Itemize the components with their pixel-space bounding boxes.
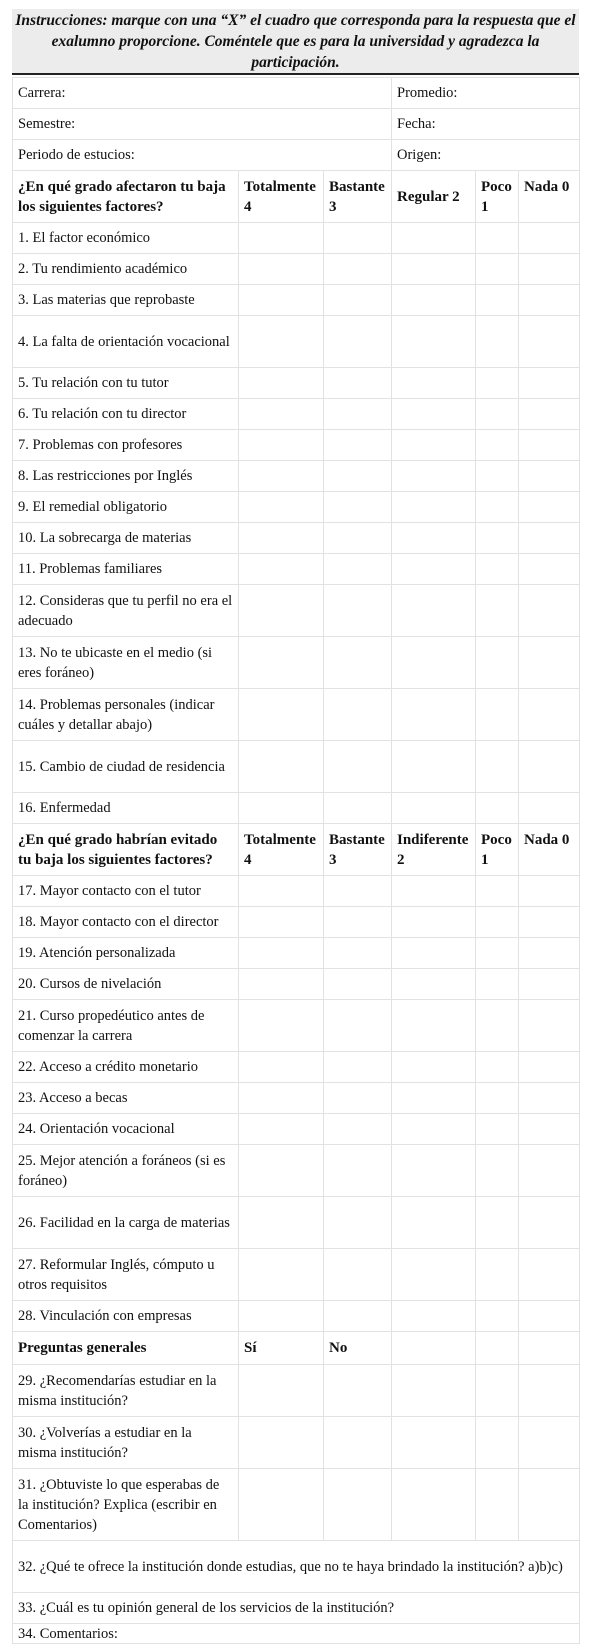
question-label: 9. El remedial obligatorio <box>13 492 239 523</box>
question-label: 4. La falta de orientación vocacional <box>13 316 239 368</box>
answer-cell[interactable] <box>239 1114 324 1145</box>
answer-cell[interactable] <box>519 1052 580 1083</box>
answer-cell[interactable] <box>519 1083 580 1114</box>
answer-cell[interactable] <box>519 637 580 689</box>
answer-cell[interactable] <box>239 1469 324 1541</box>
answer-cell[interactable] <box>324 741 392 793</box>
question-label: 13. No te ubicaste en el medio (si eres foráneo) <box>13 637 239 689</box>
question-label: 14. Problemas personales (indicar cuáles y detallar abajo) <box>13 689 239 741</box>
question-label: 26. Facilidad en la carga de materias <box>13 1197 239 1249</box>
answer-cell[interactable] <box>519 741 580 793</box>
answer-cell[interactable] <box>519 1114 580 1145</box>
question-row <box>13 637 580 689</box>
answer-cell[interactable] <box>239 876 324 907</box>
answer-cell[interactable] <box>239 492 324 523</box>
question-label: 18. Mayor contacto con el director <box>13 907 239 938</box>
answer-cell[interactable] <box>476 585 519 637</box>
answer-cell[interactable] <box>519 585 580 637</box>
question-row <box>13 1624 580 1644</box>
answer-cell[interactable] <box>324 969 392 1000</box>
section2-question: ¿En qué grado habrían evitado tu baja los siguientes factores? <box>13 824 239 876</box>
question-row <box>13 1114 580 1145</box>
question-row <box>13 876 580 907</box>
answer-cell[interactable] <box>476 223 519 254</box>
yes-header: Sí <box>239 1332 324 1365</box>
section1-question: ¿En qué grado afectaron tu baja los siguientes factores? <box>13 171 239 223</box>
question-label: 19. Atención personalizada <box>13 938 239 969</box>
answer-cell[interactable] <box>324 689 392 741</box>
empty-cell <box>519 1417 580 1469</box>
answer-cell[interactable] <box>239 637 324 689</box>
answer-cell[interactable] <box>392 461 476 492</box>
question-row <box>13 969 580 1000</box>
col-header: Poco 1 <box>476 824 519 876</box>
answer-cell[interactable] <box>476 1000 519 1052</box>
answer-cell[interactable] <box>324 1417 392 1469</box>
answer-cell[interactable] <box>392 430 476 461</box>
question-row <box>13 461 580 492</box>
answer-cell[interactable] <box>239 969 324 1000</box>
semestre-field[interactable]: Semestre: <box>13 109 392 140</box>
answer-cell[interactable] <box>324 554 392 585</box>
question-row <box>13 368 580 399</box>
question-row <box>13 399 580 430</box>
answer-cell[interactable] <box>392 689 476 741</box>
answer-cell[interactable] <box>324 461 392 492</box>
answer-cell[interactable] <box>392 1000 476 1052</box>
question-row <box>13 430 580 461</box>
answer-cell[interactable] <box>239 938 324 969</box>
col-header: Totalmente 4 <box>239 171 324 223</box>
question-label: 5. Tu relación con tu tutor <box>13 368 239 399</box>
answer-cell[interactable] <box>324 793 392 824</box>
question-label: 22. Acceso a crédito monetario <box>13 1052 239 1083</box>
fecha-field[interactable]: Fecha: <box>392 109 580 140</box>
question-row <box>13 938 580 969</box>
answer-cell[interactable] <box>476 969 519 1000</box>
question-label: 20. Cursos de nivelación <box>13 969 239 1000</box>
question-label: 29. ¿Recomendarías estudiar en la misma institución? <box>13 1365 239 1417</box>
answer-cell[interactable] <box>392 938 476 969</box>
answer-cell[interactable] <box>519 1197 580 1249</box>
answer-cell[interactable] <box>519 523 580 554</box>
answer-cell[interactable] <box>324 938 392 969</box>
question-label: 10. La sobrecarga de materias <box>13 523 239 554</box>
question-row <box>13 285 580 316</box>
answer-cell[interactable] <box>476 938 519 969</box>
answer-cell[interactable] <box>392 1249 476 1301</box>
answer-cell[interactable] <box>239 1052 324 1083</box>
answer-cell[interactable] <box>476 492 519 523</box>
question-label: 6. Tu relación con tu director <box>13 399 239 430</box>
answer-cell[interactable] <box>476 399 519 430</box>
answer-cell[interactable] <box>519 492 580 523</box>
question-label: 23. Acceso a becas <box>13 1083 239 1114</box>
question-label: 30. ¿Volverías a estudiar en la misma institución? <box>13 1417 239 1469</box>
section2-header <box>13 824 580 876</box>
answer-cell[interactable] <box>324 1197 392 1249</box>
answer-cell[interactable] <box>324 1301 392 1332</box>
answer-cell[interactable] <box>519 1249 580 1301</box>
answer-cell[interactable] <box>519 969 580 1000</box>
answer-cell[interactable] <box>476 254 519 285</box>
answer-cell[interactable] <box>519 907 580 938</box>
answer-cell[interactable] <box>476 368 519 399</box>
answer-cell[interactable] <box>239 1301 324 1332</box>
answer-cell[interactable] <box>476 1083 519 1114</box>
empty-cell <box>392 1469 476 1541</box>
question-label: 17. Mayor contacto con el tutor <box>13 876 239 907</box>
answer-cell[interactable] <box>519 1000 580 1052</box>
question-row <box>13 523 580 554</box>
answer-cell[interactable] <box>476 285 519 316</box>
question-row <box>13 1197 580 1249</box>
question-label: 8. Las restricciones por Inglés <box>13 461 239 492</box>
answer-cell[interactable] <box>476 793 519 824</box>
empty-cell <box>519 1469 580 1541</box>
question-label: 2. Tu rendimiento académico <box>13 254 239 285</box>
answer-cell[interactable] <box>239 793 324 824</box>
question-label: 11. Problemas familiares <box>13 554 239 585</box>
answer-cell[interactable] <box>519 368 580 399</box>
question-label: 7. Problemas con profesores <box>13 430 239 461</box>
answer-cell[interactable] <box>519 461 580 492</box>
answer-cell[interactable] <box>519 254 580 285</box>
question-label: 15. Cambio de ciudad de residencia <box>13 741 239 793</box>
no-header: No <box>324 1332 392 1365</box>
answer-cell[interactable] <box>324 1000 392 1052</box>
question-row <box>13 585 580 637</box>
col-header: Poco 1 <box>476 171 519 223</box>
answer-cell[interactable] <box>239 223 324 254</box>
answer-cell[interactable] <box>324 637 392 689</box>
section1-header <box>13 171 580 223</box>
question-label: 16. Enfermedad <box>13 793 239 824</box>
answer-cell[interactable] <box>476 316 519 368</box>
answer-cell[interactable] <box>392 1197 476 1249</box>
answer-cell[interactable] <box>392 876 476 907</box>
answer-cell[interactable] <box>239 689 324 741</box>
question-label: 1. El factor económico <box>13 223 239 254</box>
question-row <box>13 1541 580 1593</box>
answer-cell[interactable] <box>392 1145 476 1197</box>
question-label: 27. Reformular Inglés, cómputo u otros requisitos <box>13 1249 239 1301</box>
col-header: Indiferente 2 <box>392 824 476 876</box>
empty-cell <box>519 1365 580 1417</box>
answer-cell[interactable] <box>239 1197 324 1249</box>
question-label: 28. Vinculación con empresas <box>13 1301 239 1332</box>
empty-cell <box>476 1417 519 1469</box>
answer-cell[interactable] <box>239 1417 324 1469</box>
question-row <box>13 907 580 938</box>
answer-cell[interactable] <box>519 223 580 254</box>
question-label: 3. Las materias que reprobaste <box>13 285 239 316</box>
answer-cell[interactable] <box>239 741 324 793</box>
col-header: Bastante 3 <box>324 824 392 876</box>
section3-title: Preguntas generales <box>13 1332 239 1365</box>
answer-cell[interactable] <box>476 1145 519 1197</box>
answer-cell[interactable] <box>476 689 519 741</box>
question-row <box>13 1249 580 1301</box>
answer-cell[interactable] <box>324 1083 392 1114</box>
answer-cell[interactable] <box>392 492 476 523</box>
answer-cell[interactable] <box>476 637 519 689</box>
question-row <box>13 1052 580 1083</box>
answer-cell[interactable] <box>239 1083 324 1114</box>
answer-cell[interactable] <box>239 316 324 368</box>
promedio-field[interactable]: Promedio: <box>392 78 580 109</box>
answer-cell[interactable] <box>239 1000 324 1052</box>
answer-cell[interactable] <box>476 907 519 938</box>
answer-cell[interactable] <box>324 254 392 285</box>
answer-cell[interactable] <box>476 1301 519 1332</box>
question-row <box>13 1469 580 1541</box>
empty-cell <box>392 1417 476 1469</box>
answer-cell[interactable] <box>239 368 324 399</box>
answer-cell[interactable] <box>392 1301 476 1332</box>
answer-cell[interactable] <box>476 554 519 585</box>
answer-cell[interactable] <box>519 938 580 969</box>
answer-cell[interactable] <box>392 254 476 285</box>
info-row <box>13 78 580 109</box>
answer-cell[interactable] <box>324 492 392 523</box>
col-header: Regular 2 <box>392 171 476 223</box>
answer-cell[interactable] <box>392 1052 476 1083</box>
question-label: 24. Orientación vocacional <box>13 1114 239 1145</box>
answer-cell[interactable] <box>392 523 476 554</box>
answer-cell[interactable] <box>239 585 324 637</box>
answer-cell[interactable] <box>392 223 476 254</box>
answer-cell[interactable] <box>476 523 519 554</box>
answer-cell[interactable] <box>392 907 476 938</box>
answer-cell[interactable] <box>324 368 392 399</box>
question-row <box>13 741 580 793</box>
answer-cell[interactable] <box>324 907 392 938</box>
survey-table <box>12 77 580 1644</box>
answer-cell[interactable] <box>476 1197 519 1249</box>
col-header: Nada 0 <box>519 171 580 223</box>
answer-cell[interactable] <box>392 285 476 316</box>
answer-cell[interactable] <box>476 876 519 907</box>
answer-cell[interactable] <box>519 689 580 741</box>
answer-cell[interactable] <box>392 368 476 399</box>
answer-cell[interactable] <box>239 285 324 316</box>
question-label: 25. Mejor atención a foráneos (si es foráneo) <box>13 1145 239 1197</box>
answer-cell[interactable] <box>519 399 580 430</box>
answer-cell[interactable] <box>324 523 392 554</box>
empty-cell <box>476 1365 519 1417</box>
answer-cell[interactable] <box>392 399 476 430</box>
comments-field[interactable]: 34. Comentarios: <box>13 1624 580 1644</box>
question-row <box>13 1000 580 1052</box>
answer-cell[interactable] <box>519 316 580 368</box>
section1-rows <box>13 223 580 824</box>
answer-cell[interactable] <box>392 585 476 637</box>
question-row <box>13 1417 580 1469</box>
info-row <box>13 109 580 140</box>
answer-cell[interactable] <box>239 254 324 285</box>
answer-cell[interactable] <box>324 1469 392 1541</box>
answer-cell[interactable] <box>239 430 324 461</box>
question-row <box>13 1593 580 1624</box>
answer-cell[interactable] <box>324 430 392 461</box>
question-row <box>13 1083 580 1114</box>
answer-cell[interactable] <box>324 1249 392 1301</box>
answer-cell[interactable] <box>324 585 392 637</box>
question-33[interactable]: 33. ¿Cuál es tu opinión general de los servicios de la institución? <box>13 1593 580 1624</box>
answer-cell[interactable] <box>476 1052 519 1083</box>
answer-cell[interactable] <box>239 907 324 938</box>
origen-field[interactable]: Origen: <box>392 140 580 171</box>
answer-cell[interactable] <box>324 399 392 430</box>
answer-cell[interactable] <box>476 1114 519 1145</box>
answer-cell[interactable] <box>392 316 476 368</box>
instructions-banner: Instrucciones: marque con una “X” el cuadro que corresponda para la respuesta que el exalumno proporcione. Coméntele que es para la universidad y agradezca la participación. <box>12 9 579 75</box>
answer-cell[interactable] <box>519 876 580 907</box>
carrera-field[interactable]: Carrera: <box>13 78 392 109</box>
answer-cell[interactable] <box>392 637 476 689</box>
question-row <box>13 554 580 585</box>
answer-cell[interactable] <box>392 1114 476 1145</box>
empty-cell <box>476 1469 519 1541</box>
answer-cell[interactable] <box>519 430 580 461</box>
answer-cell[interactable] <box>392 1083 476 1114</box>
question-row <box>13 492 580 523</box>
answer-cell[interactable] <box>519 1301 580 1332</box>
question-row <box>13 223 580 254</box>
answer-cell[interactable] <box>519 554 580 585</box>
question-row <box>13 1365 580 1417</box>
answer-cell[interactable] <box>476 1249 519 1301</box>
question-32[interactable]: 32. ¿Qué te ofrece la institución donde estudias, que no te haya brindado la institución? a)b)c) <box>13 1541 580 1593</box>
answer-cell[interactable] <box>324 316 392 368</box>
info-row <box>13 140 580 171</box>
answer-cell[interactable] <box>239 399 324 430</box>
answer-cell[interactable] <box>392 793 476 824</box>
answer-cell[interactable] <box>519 1145 580 1197</box>
question-row <box>13 793 580 824</box>
question-row <box>13 254 580 285</box>
col-header: Nada 0 <box>519 824 580 876</box>
answer-cell[interactable] <box>519 285 580 316</box>
answer-cell[interactable] <box>476 430 519 461</box>
answer-cell[interactable] <box>324 1365 392 1417</box>
answer-cell[interactable] <box>392 969 476 1000</box>
question-label: 21. Curso propedéutico antes de comenzar la carrera <box>13 1000 239 1052</box>
question-row <box>13 316 580 368</box>
answer-cell[interactable] <box>324 223 392 254</box>
question-label: 31. ¿Obtuviste lo que esperabas de la institución? Explica (escribir en Comentarios) <box>13 1469 239 1541</box>
answer-cell[interactable] <box>324 285 392 316</box>
answer-cell[interactable] <box>239 1145 324 1197</box>
section3-header <box>13 1332 580 1365</box>
question-label: 12. Consideras que tu perfil no era el adecuado <box>13 585 239 637</box>
col-header: Bastante 3 <box>324 171 392 223</box>
answer-cell[interactable] <box>519 793 580 824</box>
empty-cell <box>392 1365 476 1417</box>
section3-rows <box>13 1365 580 1541</box>
answer-cell[interactable] <box>239 554 324 585</box>
question-row <box>13 689 580 741</box>
answer-cell[interactable] <box>476 461 519 492</box>
section2-rows <box>13 876 580 1332</box>
answer-cell[interactable] <box>324 1145 392 1197</box>
answer-cell[interactable] <box>324 1114 392 1145</box>
answer-cell[interactable] <box>239 1365 324 1417</box>
answer-cell[interactable] <box>239 1249 324 1301</box>
answer-cell[interactable] <box>324 1052 392 1083</box>
answer-cell[interactable] <box>392 554 476 585</box>
answer-cell[interactable] <box>239 523 324 554</box>
answer-cell[interactable] <box>392 741 476 793</box>
question-row <box>13 1145 580 1197</box>
answer-cell[interactable] <box>324 876 392 907</box>
answer-cell[interactable] <box>239 461 324 492</box>
col-header: Totalmente 4 <box>239 824 324 876</box>
answer-cell[interactable] <box>476 741 519 793</box>
question-row <box>13 1301 580 1332</box>
periodo-field[interactable]: Periodo de estucios: <box>13 140 392 171</box>
